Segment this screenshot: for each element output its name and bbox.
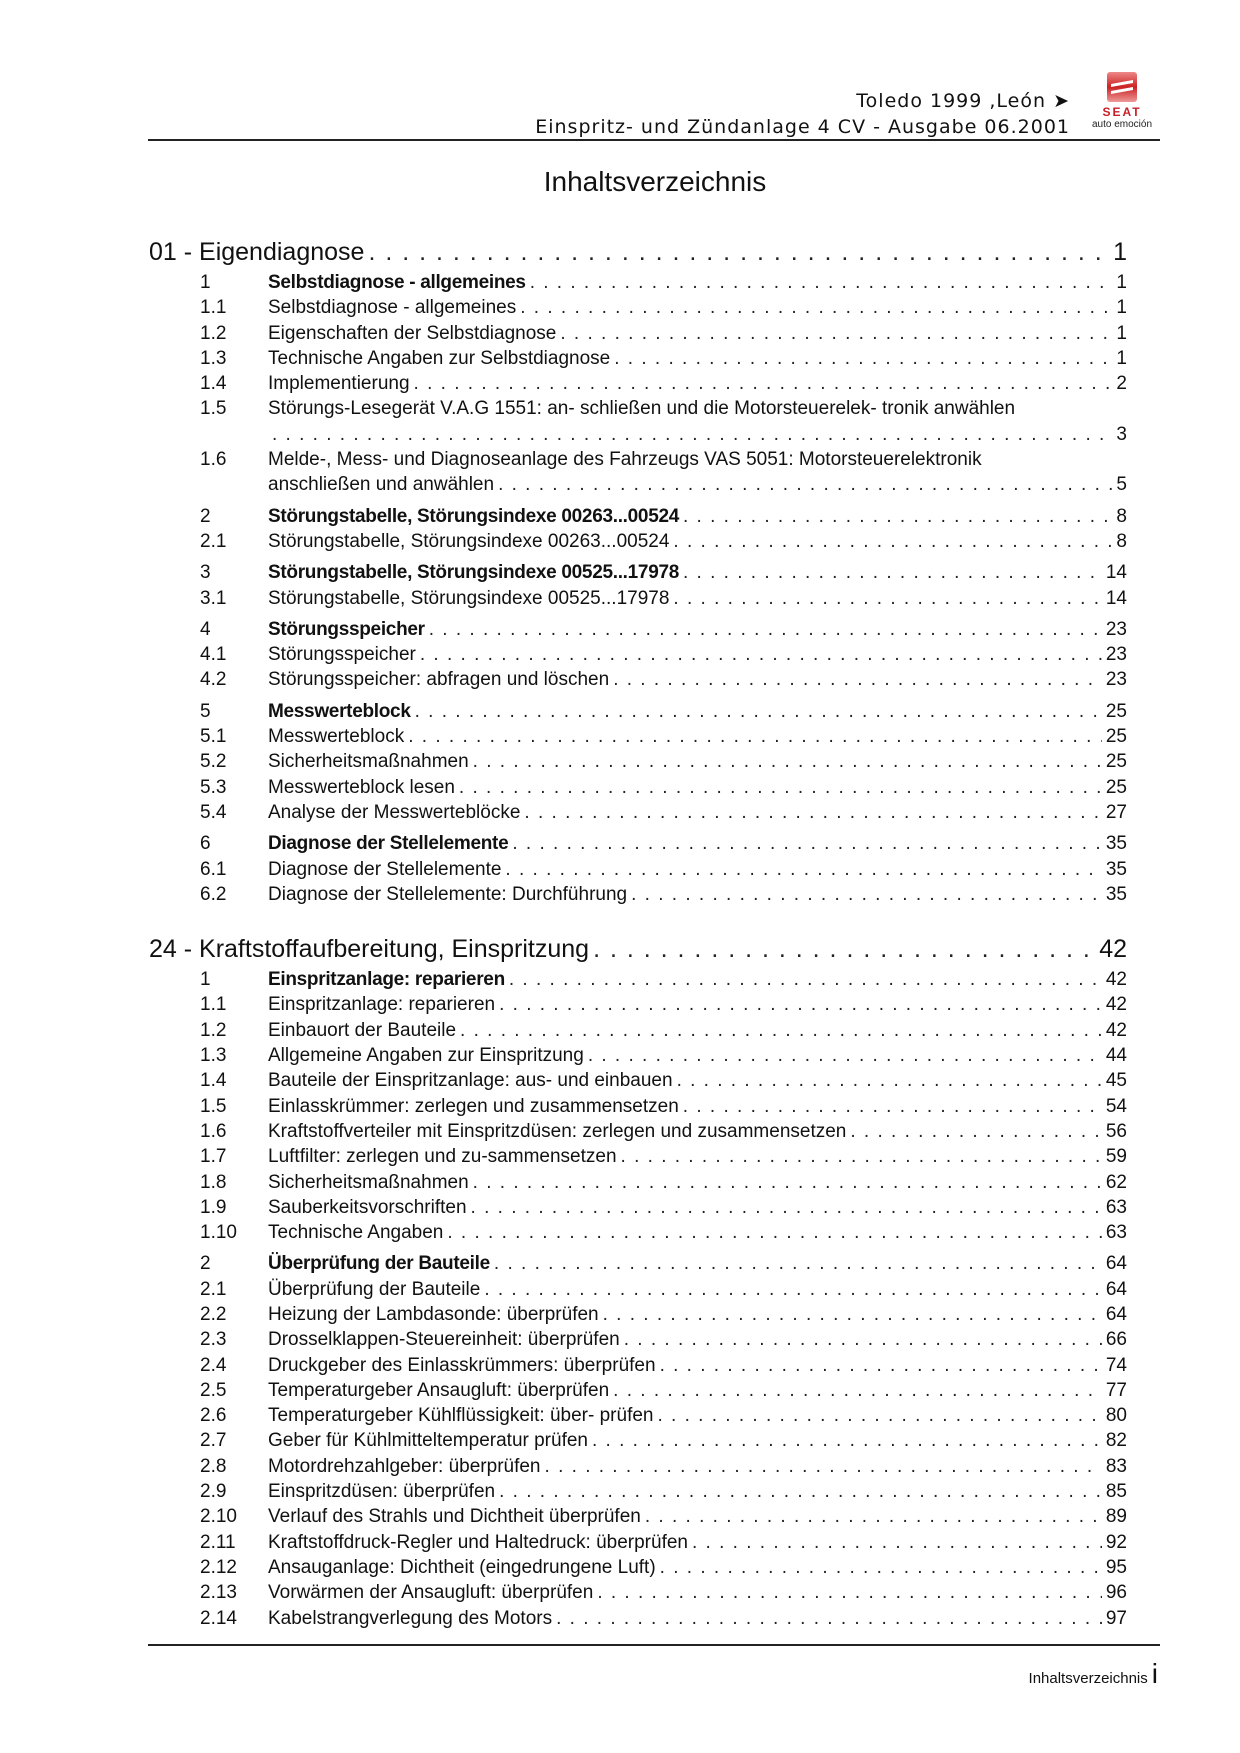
entry-number: 2.7 — [200, 1430, 227, 1452]
entry-number: 2.14 — [200, 1607, 237, 1629]
entry-title: Allgemeine Angaben zur Einspritzung — [268, 1045, 584, 1067]
entry-title: Einspritzanlage: reparieren — [268, 994, 496, 1016]
entry-title: Störungstabelle, Störungsindexe 00263...00524 — [268, 505, 679, 527]
entry-title: Motordrehzahlgeber: überprüfen — [268, 1455, 541, 1477]
dot-leader — [692, 1530, 1102, 1555]
toc-group — [149, 967, 1127, 1245]
entry-page: 63 — [1105, 1222, 1127, 1244]
entry-title: Diagnose der Stellelemente — [268, 858, 502, 880]
entry-page: 42 — [1105, 994, 1127, 1016]
entry-title: Störungstabelle, Störungsindexe 00263...00524 — [268, 530, 670, 552]
entry-number: 4.1 — [200, 644, 227, 666]
entry-title: Einlasskrümmer: zerlegen und zusammensetzen — [268, 1095, 679, 1117]
dot-leader — [683, 504, 1112, 529]
dot-leader — [593, 933, 1095, 965]
entry-number: 1.1 — [200, 994, 227, 1016]
dot-leader — [683, 1094, 1102, 1119]
dot-leader — [499, 1479, 1102, 1504]
dot-leader — [509, 967, 1102, 992]
entry-page: 1 — [1116, 272, 1127, 293]
entry-number: 1.2 — [200, 1019, 227, 1041]
running-header — [535, 88, 1070, 140]
dot-leader — [415, 699, 1102, 724]
dot-leader — [673, 529, 1112, 554]
entry-title: Einspritzdüsen: überprüfen — [268, 1481, 496, 1503]
entry-page: 62 — [1105, 1171, 1127, 1193]
toc-entry[interactable] — [149, 321, 1127, 346]
dot-leader — [408, 724, 1102, 749]
entry-title: Sicherheitsmaßnahmen — [268, 751, 469, 773]
entry-title: Überprüfung der Bauteile — [268, 1278, 481, 1300]
entry-title: Technische Angaben zur Selbstdiagnose — [268, 347, 611, 369]
entry-title: Analyse der Messwerteblöcke — [268, 801, 521, 823]
header-divider — [148, 139, 1160, 141]
dot-leader — [447, 1220, 1101, 1245]
entry-number: 6.1 — [200, 858, 227, 880]
toc-entry[interactable] — [149, 882, 1127, 907]
entry-page: 1 — [1116, 347, 1127, 369]
entry-number: 1.4 — [200, 1070, 227, 1092]
entry-number: 3.1 — [200, 587, 227, 609]
entry-number: 1.6 — [200, 1120, 227, 1142]
logo-slogan: auto emoción — [1091, 119, 1153, 130]
entry-page: 63 — [1105, 1196, 1127, 1218]
entry-page: 1 — [1113, 238, 1127, 266]
dot-leader — [459, 775, 1102, 800]
toc-entry[interactable] — [149, 1504, 1127, 1529]
entry-page: 44 — [1105, 1045, 1127, 1067]
entry-page: 89 — [1105, 1506, 1127, 1528]
toc-entry[interactable] — [149, 724, 1127, 749]
toc-entry[interactable] — [149, 1195, 1127, 1220]
toc-entry[interactable] — [149, 1454, 1127, 1479]
entry-page: 96 — [1105, 1582, 1127, 1604]
dot-leader — [505, 857, 1101, 882]
seat-emblem-icon — [1107, 72, 1137, 102]
entry-page: 92 — [1105, 1531, 1127, 1553]
dot-leader — [524, 800, 1101, 825]
logo-brand: SEAT — [1102, 105, 1142, 119]
dot-leader — [494, 1251, 1102, 1276]
entry-title: Melde-, Mess- und Diagnoseanlage des Fahrzeugs VAS 5051: Motorsteuerelektronik — [268, 449, 982, 471]
entry-number: 2.1 — [200, 1278, 227, 1300]
toc-entry[interactable] — [149, 1302, 1127, 1327]
dot-leader — [673, 586, 1101, 611]
page-footer — [1029, 1658, 1158, 1690]
entry-page: 2 — [1116, 373, 1127, 395]
dot-leader — [603, 1302, 1102, 1327]
toc-group — [149, 1251, 1127, 1630]
entry-title: Messwerteblock — [268, 726, 405, 748]
entry-page: 45 — [1105, 1070, 1127, 1092]
entry-page: 1 — [1116, 297, 1127, 319]
entry-title: Implementierung — [268, 373, 410, 395]
entry-number: 6 — [200, 833, 211, 855]
entry-number: 2.2 — [200, 1303, 227, 1325]
entry-page: 74 — [1105, 1354, 1127, 1376]
entry-title: Selbstdiagnose - allgemeines — [268, 297, 517, 319]
dot-leader — [499, 992, 1102, 1017]
entry-page: 27 — [1105, 801, 1127, 823]
entry-title: Vorwärmen der Ansaugluft: überprüfen — [268, 1582, 594, 1604]
chapter-section — [149, 236, 1127, 907]
dot-leader — [588, 1043, 1102, 1068]
entry-page: 25 — [1105, 700, 1127, 722]
entry-page: 64 — [1105, 1303, 1127, 1325]
entry-title: Temperaturgeber Kühlflüssigkeit: über- prüfen — [268, 1405, 654, 1427]
entry-title: Einbauort der Bauteile — [268, 1019, 457, 1041]
entry-title: Luftfilter: zerlegen und zu-sammensetzen — [268, 1146, 617, 1168]
toc-entry[interactable] — [149, 447, 1127, 472]
entry-number: 1 — [200, 272, 211, 293]
entry-title: Geber für Kühlmitteltemperatur prüfen — [268, 1430, 588, 1452]
entry-number: 1.4 — [200, 373, 227, 395]
entry-number: 6.2 — [200, 883, 227, 905]
entry-number: 1.3 — [200, 1045, 227, 1067]
toc-entry[interactable] — [149, 667, 1127, 692]
toc-entry[interactable] — [149, 1428, 1127, 1453]
dot-leader — [545, 1454, 1102, 1479]
entry-title: Druckgeber des Einlasskrümmers: überprüfen — [268, 1354, 656, 1376]
dot-leader — [556, 1606, 1102, 1631]
entry-page: 14 — [1105, 562, 1127, 584]
dot-leader — [660, 1353, 1102, 1378]
entry-page: 97 — [1105, 1607, 1127, 1629]
entry-title: Technische Angaben — [268, 1222, 444, 1244]
dot-leader — [677, 1068, 1102, 1093]
seat-logo — [1082, 72, 1162, 130]
entry-number: 1.8 — [200, 1171, 227, 1193]
toc-entry[interactable] — [149, 1220, 1127, 1245]
dot-leader — [272, 422, 1112, 447]
footer-label: Inhaltsverzeichnis — [1028, 1670, 1148, 1687]
entry-title: Sauberkeitsvorschriften — [268, 1196, 467, 1218]
entry-page: 64 — [1105, 1278, 1127, 1300]
entry-title: Kraftstoffverteiler mit Einspritzdüsen: zerlegen und zusammensetzen — [268, 1120, 847, 1142]
toc-entry[interactable] — [149, 992, 1127, 1017]
entry-number: 2.13 — [200, 1582, 237, 1604]
entry-number: 2.3 — [200, 1329, 227, 1351]
entry-number: 1.10 — [200, 1222, 237, 1244]
toc-group — [149, 617, 1127, 693]
dot-leader — [631, 882, 1102, 907]
entry-title: Einspritzanlage: reparieren — [268, 969, 505, 991]
dot-leader — [530, 270, 1113, 295]
entry-page: 1 — [1116, 322, 1127, 344]
toc-entry[interactable] — [149, 1170, 1127, 1195]
dot-leader — [660, 1555, 1102, 1580]
entry-number: 3 — [200, 562, 211, 584]
entry-page: 35 — [1105, 883, 1127, 905]
dot-leader — [613, 1378, 1102, 1403]
entry-number: 1.3 — [200, 347, 227, 369]
toc-entry[interactable] — [149, 371, 1127, 396]
entry-title: Störungstabelle, Störungsindexe 00525...17978 — [268, 587, 670, 609]
dot-leader — [592, 1428, 1102, 1453]
entry-page: 23 — [1105, 669, 1127, 691]
dot-leader — [471, 1195, 1102, 1220]
toc-section-entry[interactable] — [149, 831, 1127, 856]
entry-page: 23 — [1105, 644, 1127, 666]
entry-number: 2.1 — [200, 530, 227, 552]
toc-entry[interactable] — [149, 586, 1127, 611]
toc-section-entry[interactable] — [149, 270, 1127, 295]
dot-leader — [621, 1144, 1102, 1169]
entry-number: 2.12 — [200, 1556, 237, 1578]
toc-entry[interactable] — [149, 857, 1127, 882]
dot-leader — [473, 749, 1102, 774]
entry-page: 77 — [1105, 1379, 1127, 1401]
entry-title: Selbstdiagnose - allgemeines — [268, 272, 526, 293]
entry-title: Messwerteblock — [268, 700, 411, 722]
toc-entry[interactable] — [149, 1119, 1127, 1144]
toc-entry[interactable] — [149, 775, 1127, 800]
entry-title: Sicherheitsmaßnahmen — [268, 1171, 469, 1193]
entry-number: 1.6 — [200, 449, 227, 471]
entry-title: Überprüfung der Bauteile — [268, 1253, 490, 1275]
entry-number: 4.2 — [200, 669, 227, 691]
toc-group — [149, 504, 1127, 555]
toc-entry[interactable] — [149, 1068, 1127, 1093]
entry-title: 01 - Eigendiagnose — [149, 238, 365, 266]
dot-leader — [850, 1119, 1101, 1144]
header-model: Toledo 1999 ,León ➤ — [856, 90, 1070, 112]
toc-entry[interactable] — [149, 1606, 1127, 1631]
chapter-section — [149, 933, 1127, 1631]
entry-number: 1.5 — [200, 1095, 227, 1117]
chapter-heading[interactable] — [149, 236, 1127, 268]
entry-number: 2 — [200, 1253, 211, 1275]
entry-number: 5.2 — [200, 751, 227, 773]
entry-number: 5.4 — [200, 801, 227, 823]
toc-entry[interactable] — [149, 1094, 1127, 1119]
entry-page: 83 — [1105, 1455, 1127, 1477]
entry-title: Diagnose der Stellelemente — [268, 833, 509, 855]
entry-number: 5.3 — [200, 776, 227, 798]
toc-entry[interactable] — [149, 1327, 1127, 1352]
dot-leader — [484, 1277, 1102, 1302]
footer-divider — [148, 1644, 1160, 1646]
dot-leader — [614, 346, 1112, 371]
entry-number: 2.4 — [200, 1354, 227, 1376]
entry-page: 42 — [1105, 1019, 1127, 1041]
entry-page: 85 — [1105, 1481, 1127, 1503]
dot-leader — [420, 642, 1102, 667]
entry-number: 1 — [200, 969, 211, 991]
header-manual-title: Einspritz- und Zündanlage 4 CV - Ausgabe 06.2001 — [535, 116, 1070, 138]
entry-page: 59 — [1105, 1146, 1127, 1168]
toc-entry[interactable] — [149, 749, 1127, 774]
toc-entry[interactable] — [149, 295, 1127, 320]
entry-page: 14 — [1105, 587, 1127, 609]
toc-entry[interactable] — [149, 529, 1127, 554]
entry-page: 42 — [1105, 969, 1127, 991]
entry-page: 3 — [1116, 423, 1127, 445]
entry-page: 42 — [1099, 935, 1127, 964]
toc-group — [149, 831, 1127, 907]
entry-title: Kabelstrangverlegung des Motors — [268, 1607, 553, 1629]
toc-section-entry[interactable] — [149, 504, 1127, 529]
entry-number: 2.11 — [200, 1531, 236, 1553]
entry-title: Diagnose der Stellelemente: Durchführung — [268, 883, 628, 905]
dot-leader — [597, 1580, 1102, 1605]
entry-number: 1.7 — [200, 1146, 227, 1168]
toc-entry[interactable] — [149, 1277, 1127, 1302]
entry-page: 66 — [1105, 1329, 1127, 1351]
entry-title: Störungsspeicher: abfragen und löschen — [268, 669, 610, 691]
dot-leader — [624, 1327, 1102, 1352]
table-of-contents — [149, 236, 1127, 1631]
entry-page: 80 — [1105, 1405, 1127, 1427]
toc-section-entry[interactable] — [149, 617, 1127, 642]
entry-page: 56 — [1105, 1120, 1127, 1142]
entry-title: Störungstabelle, Störungsindexe 00525...17978 — [268, 562, 679, 584]
dot-leader — [498, 472, 1112, 497]
entry-title: Messwerteblock lesen — [268, 776, 455, 798]
toc-entry[interactable] — [149, 1144, 1127, 1169]
dot-leader — [520, 295, 1112, 320]
dot-leader — [657, 1403, 1101, 1428]
toc-entry[interactable] — [149, 1580, 1127, 1605]
dot-leader — [473, 1170, 1102, 1195]
toc-group — [149, 699, 1127, 825]
entry-page: 23 — [1105, 618, 1127, 640]
entry-title: Ansauganlage: Dichtheit (eingedrungene Luft) — [268, 1556, 656, 1578]
entry-number: 2.6 — [200, 1405, 227, 1427]
dot-leader — [414, 371, 1113, 396]
toc-section-entry[interactable] — [149, 1251, 1127, 1276]
entry-title: Drosselklappen-Steuereinheit: überprüfen — [268, 1329, 620, 1351]
entry-page: 25 — [1105, 726, 1127, 748]
entry-number: 2.10 — [200, 1506, 237, 1528]
entry-page: 8 — [1116, 530, 1127, 552]
entry-number: 2.5 — [200, 1379, 227, 1401]
toc-entry[interactable] — [149, 1353, 1127, 1378]
entry-number: 2 — [200, 505, 211, 527]
entry-page: 35 — [1105, 833, 1127, 855]
toc-entry[interactable] — [149, 1479, 1127, 1504]
entry-title: 24 - Kraftstoffaufbereitung, Einspritzung — [149, 935, 590, 964]
entry-number: 1.2 — [200, 322, 227, 344]
entry-number: 1.1 — [200, 297, 227, 319]
toc-entry[interactable] — [149, 1018, 1127, 1043]
dot-leader — [460, 1018, 1102, 1043]
entry-page: 82 — [1105, 1430, 1127, 1452]
entry-title: Bauteile der Einspritzanlage: aus- und einbauen — [268, 1070, 673, 1092]
entry-title: Störungs-Lesegerät V.A.G 1551: an- schließen und die Motorsteuerelek- tronik anwählen — [268, 398, 1016, 420]
entry-page: 5 — [1116, 474, 1127, 496]
toc-group — [149, 560, 1127, 611]
entry-page: 95 — [1105, 1556, 1127, 1578]
toc-section-entry[interactable] — [149, 967, 1127, 992]
chapter-heading[interactable] — [149, 933, 1127, 965]
entry-number: 2.8 — [200, 1455, 227, 1477]
entry-title-continued: anschließen und anwählen — [268, 474, 495, 496]
entry-title: Verlauf des Strahls und Dichtheit überprüfen — [268, 1506, 641, 1528]
entry-number: 4 — [200, 618, 211, 640]
entry-title: Eigenschaften der Selbstdiagnose — [268, 322, 557, 344]
toc-entry[interactable] — [149, 1530, 1127, 1555]
entry-page: 64 — [1105, 1253, 1127, 1275]
entry-number: 1.5 — [200, 398, 227, 420]
dot-leader — [512, 831, 1102, 856]
toc-section-entry[interactable] — [149, 560, 1127, 585]
dot-leader — [368, 236, 1109, 268]
entry-title: Temperaturgeber Ansaugluft: überprüfen — [268, 1379, 610, 1401]
dot-leader — [560, 321, 1112, 346]
footer-page-number: i — [1151, 1658, 1158, 1689]
entry-page: 54 — [1105, 1095, 1127, 1117]
toc-entry[interactable] — [149, 1555, 1127, 1580]
page-title: Inhaltsverzeichnis — [543, 166, 767, 197]
toc-entry[interactable] — [149, 800, 1127, 825]
toc-entry-continuation[interactable] — [149, 472, 1127, 497]
toc-entry[interactable] — [149, 396, 1127, 421]
toc-entry-continuation[interactable] — [149, 422, 1127, 447]
dot-leader — [645, 1504, 1102, 1529]
toc-section-entry[interactable] — [149, 699, 1127, 724]
dot-leader — [429, 617, 1102, 642]
entry-title: Störungsspeicher — [268, 644, 416, 666]
entry-page: 25 — [1105, 751, 1127, 773]
entry-number: 1.9 — [200, 1196, 227, 1218]
entry-title: Kraftstoffdruck-Regler und Haltedruck: überprüfen — [268, 1531, 688, 1553]
entry-title: Heizung der Lambdasonde: überprüfen — [268, 1303, 599, 1325]
entry-title: Störungsspeicher — [268, 618, 425, 640]
entry-page: 25 — [1105, 776, 1127, 798]
entry-number: 5 — [200, 700, 211, 722]
toc-entry[interactable] — [149, 642, 1127, 667]
entry-number: 2.9 — [200, 1481, 227, 1503]
toc-entry[interactable] — [149, 1043, 1127, 1068]
dot-leader — [613, 667, 1102, 692]
toc-entry[interactable] — [149, 1378, 1127, 1403]
entry-page: 35 — [1105, 858, 1127, 880]
toc-entry[interactable] — [149, 1403, 1127, 1428]
toc-entry[interactable] — [149, 346, 1127, 371]
dot-leader — [683, 560, 1102, 585]
entry-number: 5.1 — [200, 726, 227, 748]
entry-page: 8 — [1116, 505, 1127, 527]
toc-group — [149, 270, 1127, 498]
